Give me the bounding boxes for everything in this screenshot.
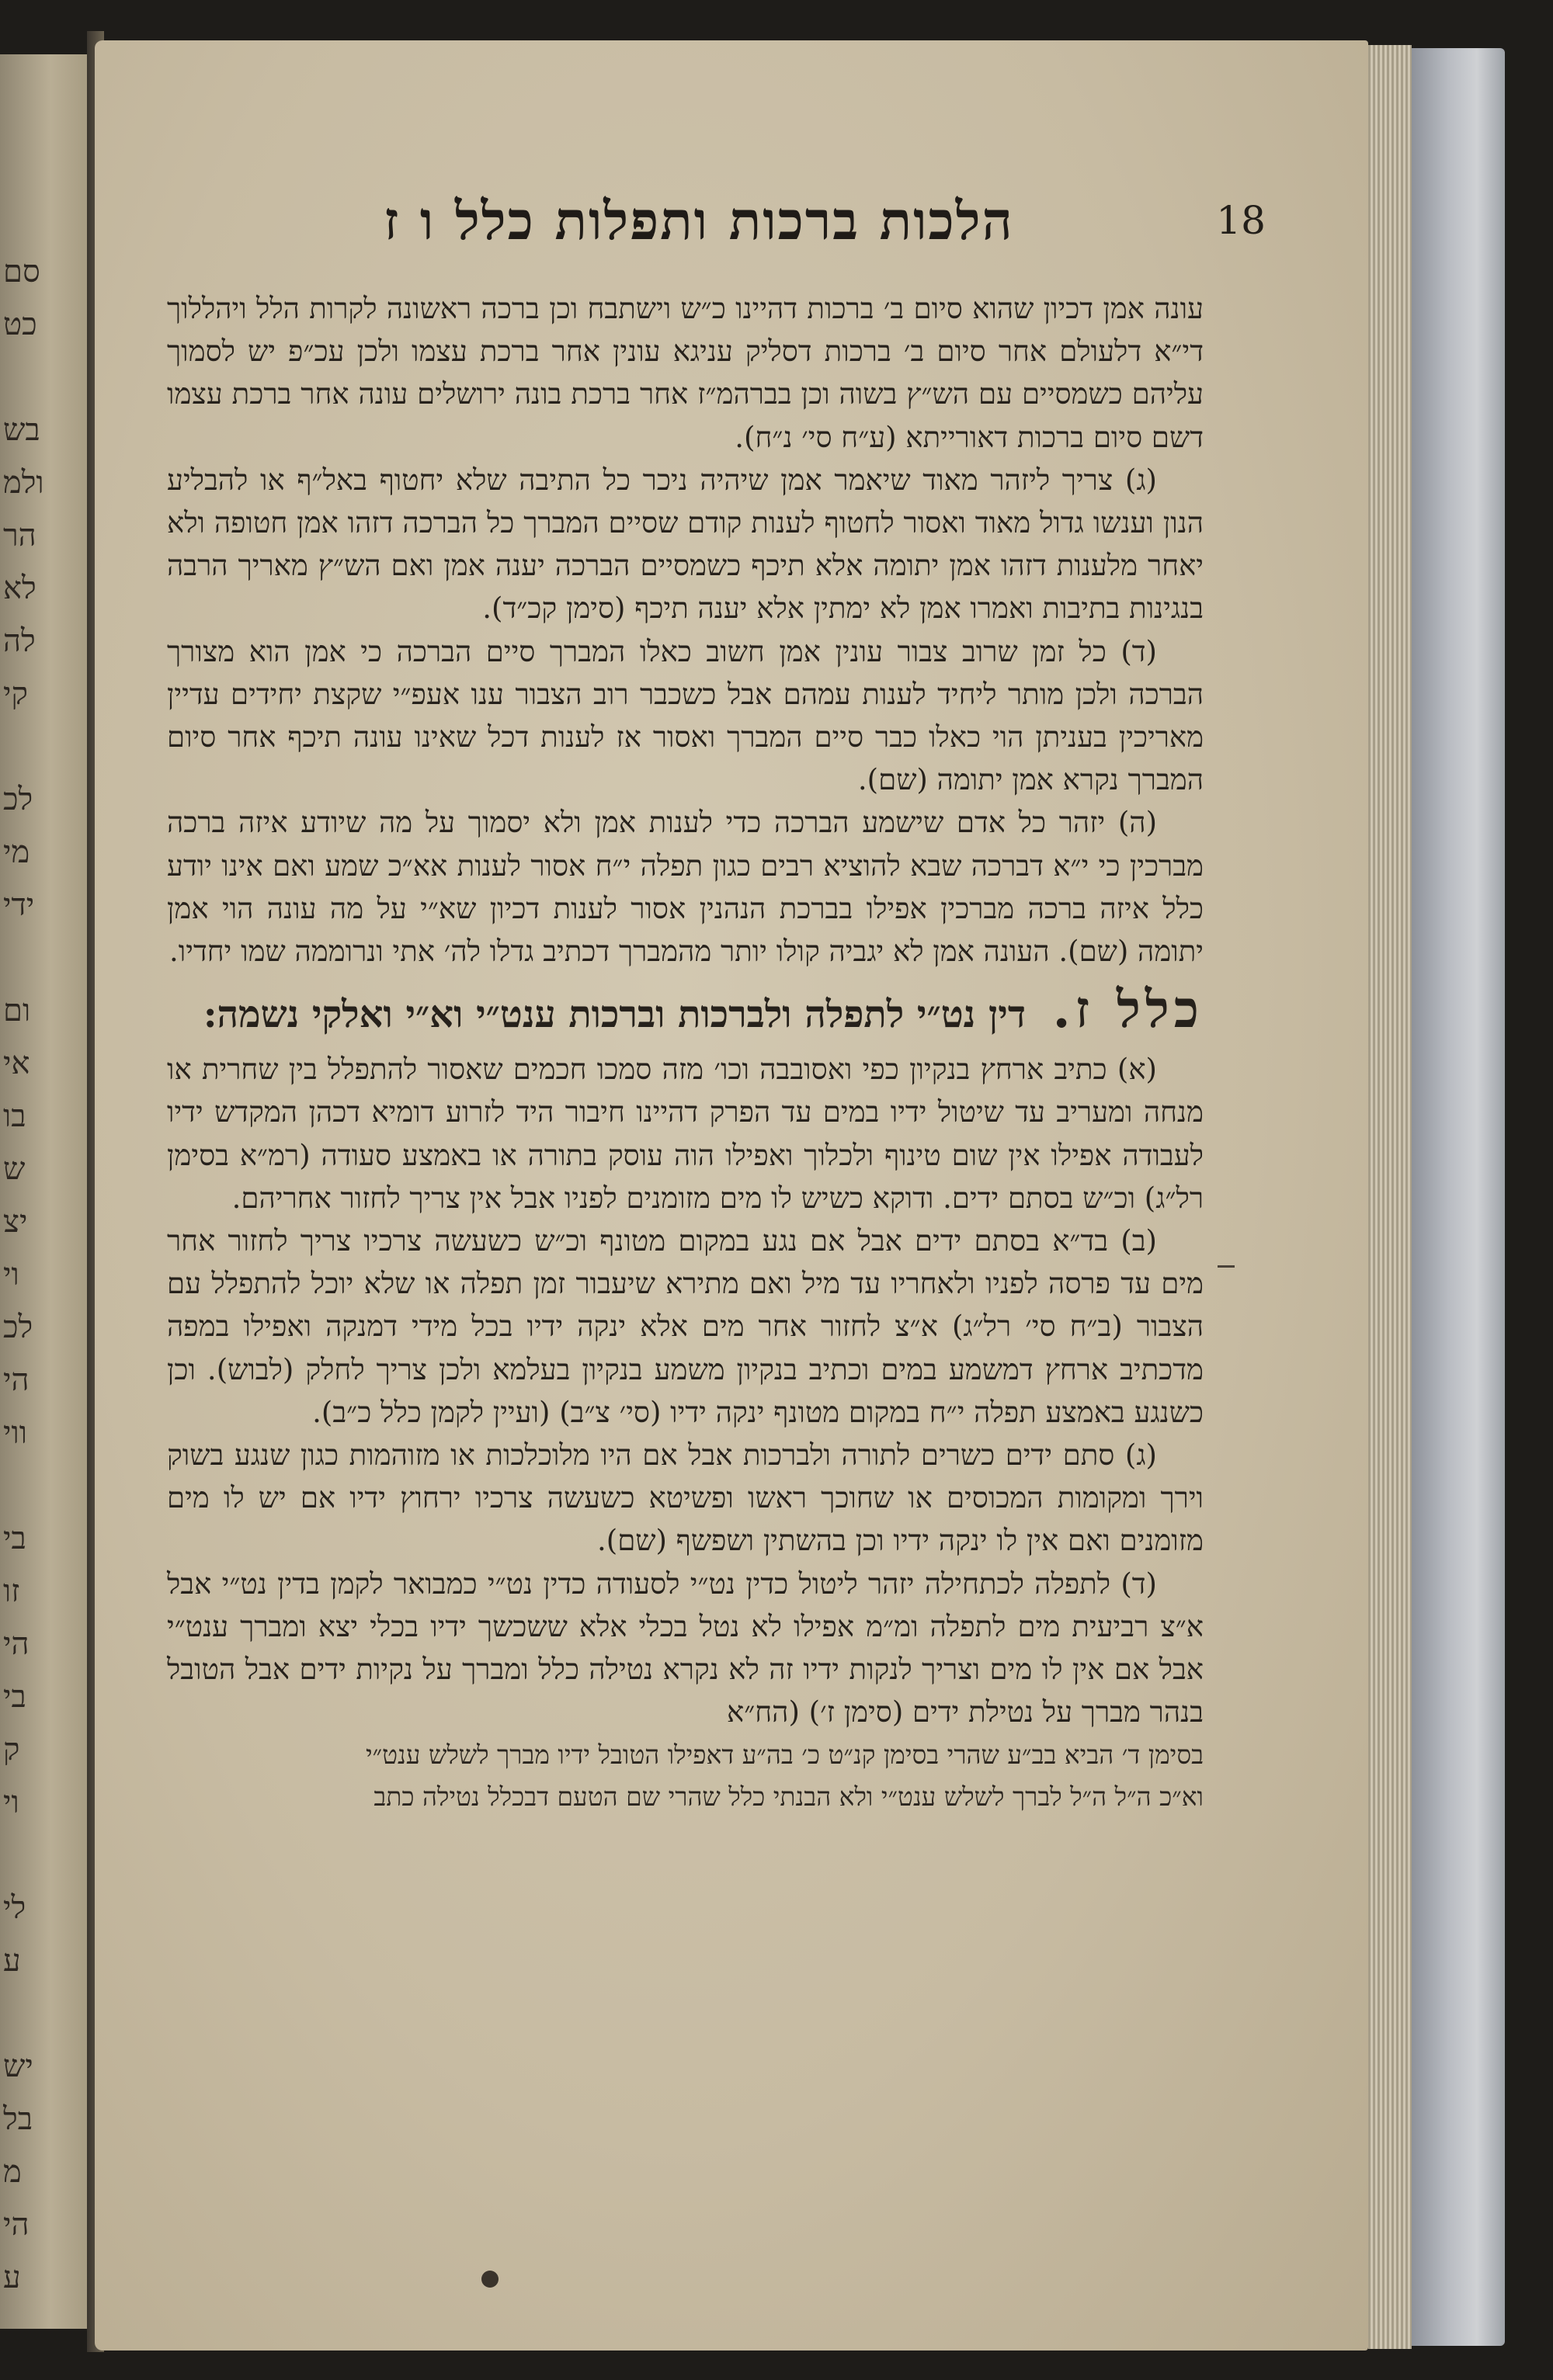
left-page-fragment: יש (3, 2051, 33, 2082)
left-page-fragment: מי (3, 837, 30, 868)
paragraph-gimel: (ג) צריך ליזהר מאוד שיאמר אמן שיהיה ניכר כל התיבה שלא יחטוף באל״ף או להבליע הנון וענשו גדול מאוד ואסור לחטוף לענות קודם שסיים המברך כל הברכה דזהו אמן חטופה ולא יאחר מלענות דזהו אמן יתומה אלא תיכף כשמסיים הברכה יענה אמן ואם הש״ץ מאריך הרבה בנגינות בתיבות ואמרו אמן לא ימתין אלא יענה תיכף (סימן קכ״ד). (167, 463, 1204, 626)
footnote-line: בסימן ד׳ הביא בב״ע שהרי בסימן קנ״ט כ׳ בה״ע דאפילו הטובל ידיו מברך לשלש ענט״י (365, 1739, 1204, 1770)
left-page-fragment (3, 1998, 89, 2029)
left-page-fragment: בל (3, 2104, 33, 2135)
left-page-fragment: כט (3, 309, 37, 340)
paragraph-gimel-2: (ג) סתם ידים כשרים לתורה ולברכות אבל אם היו מלוכלכות או מזוהמות כגון שנגע בשוק וירך ומקומות המכוסים או שחוכך ראשו ופשיטא כשעשה צרכיו ירחוץ ידיו אם יש לו מים מזומנים ואם אין לו ינקה ידיו וכן בהשתין ושפשף (שם). (167, 1438, 1204, 1558)
left-page-fragment: הי (3, 2209, 30, 2240)
left-page-fragment: ום (3, 995, 31, 1026)
left-page-fragment: הר (3, 520, 36, 551)
left-page-fragment (3, 1840, 89, 1871)
section-klal-label: כלל ז. (1052, 984, 1204, 1040)
paragraph-continuation: עונה אמן דכיון שהוא סיום ב׳ ברכות דהיינו כ״ש וישתבח וכן ברכה ראשונה לקרות הלל ויהללוך די״א דלעולם אחר סיום ב׳ ברכות דסליק עניגא עונין אחר ברכת עצמו ולכן עכ״פ יש לסמוך עליהם כשמסיים עם הש״ץ בשוה וכן בברהמ״ז אחר ברכת בונה ירושלים עונה אחר ברכת עצמו דשם סיום ברכות דאורייתא (ע״ח סי׳ נ״ח). (167, 292, 1204, 454)
left-page-fragment: וי (3, 1259, 19, 1290)
left-page-fragment: ש (3, 1154, 26, 1185)
left-page-fragment: בי (3, 1681, 26, 1712)
page-edges (1368, 45, 1412, 2349)
paragraph-dalet-2: (ד) לתפלה לכתחילה יזהר ליטול כדין נט״י לסעודה כדין נט״י כמבואר לקמן בדין נט״י אבל א״צ רביעית מים לתפלה ומ״מ אפילו לא נטל בכלי אלא ששכשך ידיו בכלי יצא ומברך ענט״י אבל אם אין לו מים וצריך לנקות ידיו זה לא נקרא נטילה כלל ומברך על נקיות ידים אבל הטובל בנהר מברך על נטילת ידים (סימן ז׳) (הח״א (167, 1566, 1204, 1729)
left-page-fragment: ע (3, 1945, 21, 1976)
ink-spot (481, 2271, 499, 2288)
left-page-fragment: אי (3, 1048, 30, 1079)
left-page-fragment: לא (3, 573, 36, 604)
left-page-fragment: ווי (3, 1417, 27, 1448)
body-text (167, 287, 1204, 1818)
left-page-fragment: ע (3, 2262, 21, 2293)
left-page-fragment (3, 942, 89, 973)
left-page-fragment: מ (3, 2156, 22, 2187)
left-page-fragment: הי (3, 1629, 30, 1660)
paragraph-bet: (ב) בד״א בסתם ידים אבל אם נגע במקום מטונף וכ״ש כשעשה צרכיו צריך לחזור אחר מים עד פרסה לפניו ולאחריו עד מיל ואם מתירא שיעבור זמן תפלה או שלא יוכל להתפלל עם הצבור (ב״ח סי׳ רל״ג) א״צ לחזור אחר מים אלא ינקה ידיו בכל מידי דמנקה ואפילו במפה מדכתיב ארחץ דמשמע במים וכתיב בנקיון משמע בנקיון בעלמא ולכן צריך לחלק (לבוש). וכן כשנגע באמצע תפלה י״ח במקום מטונף ינקה ידיו (סי׳ צ״ב) (ועיין לקמן כלל כ״ב). (167, 1224, 1204, 1429)
book-cover-edge (1412, 48, 1505, 2346)
left-page-fragment: ידי (3, 890, 35, 921)
running-title: הלכות ברכות ותפלות כלל ו ז (384, 190, 1014, 252)
left-page-fragment: לי (3, 1893, 26, 1924)
left-page-fragment: לכ (3, 784, 33, 815)
left-page-edge (0, 54, 92, 2329)
footnote-line: וא״כ ה״ל ה״ל לברך לשלש ענט״י ולא הבנתי כלל שהרי שם הטעם דבכלל נטילה כתב (373, 1781, 1204, 1812)
left-page-fragment (3, 1470, 89, 1501)
left-page-fragment: לה (3, 626, 36, 657)
left-page-fragment: קי (3, 678, 28, 709)
left-page-fragment: ק (3, 1734, 20, 1765)
page-number: 18 (1216, 198, 1266, 243)
left-page-fragment: וי (3, 1787, 19, 1818)
paragraph-he: (ה) יזהר כל אדם שישמע הברכה כדי לענות אמן ולא יסמוך על מה שיודע איזה ברכה מברכין כי י״א דברכה שבא להוציא רבים כגון תפלה י״ח אסור לענות אא״כ שמע ואם אינו יודע כלל איזה ברכה מברכין אפילו בברכת הנהנין אסור לענות דכיון שא״י על מה עונה הוי אמן יתומה (שם). העונה אמן לא יגביה קולו יותר מהמברך דכתיב גדלו לה׳ אתי ונרוממה שמו יחדיו. (167, 806, 1204, 969)
left-page-fragment (3, 731, 89, 762)
left-page-fragment: ולמ (3, 467, 44, 498)
left-page-fragment: זו (3, 1576, 20, 1607)
page-header (233, 182, 1266, 268)
section-heading-text: דין נט״י לתפלה ולברכות וברכות ענט״י וא״י ואלקי נשמה: (203, 993, 1026, 1037)
paragraph-aleph: (א) כתיב ארחץ בנקיון כפי ואסובבה וכו׳ מזה סמכו חכמים שאסור להתפלל בין שחרית או מנחה ומעריב עד שיטול ידיו במים עד הפרק דהיינו חיבור היד לזרוע דומיא דכהן המקדש ידיו לעבודה אפילו אין שום טינוף ולכלוך ואפילו הוה עוסק בתורה או באמצע סעודה (רמ״א בסימן רל״ג) וכ״ש בסתם ידים. ודוקא כשיש לו מים מזומנים לפניו אבל אין צריך לחזור אחריהם. (167, 1053, 1204, 1215)
left-page-fragment: בש (3, 415, 40, 446)
margin-mark (1218, 1265, 1235, 1268)
left-page-fragment: הי (3, 1365, 30, 1396)
left-page-fragment (3, 362, 89, 393)
left-page-fragment: סם (3, 256, 40, 287)
left-page-fragment: בי (3, 1523, 26, 1554)
left-page-fragment: יצ (3, 1206, 28, 1237)
paragraph-dalet: (ד) כל זמן שרוב צבור עונין אמן חשוב כאלו המברך סיים הברכה כי אמן הוא מצורך הברכה ולכן מותר ליחיד לענות עמהם אבל כשכבר רוב הצבור ענו אעפ״י שקצת יחידים עדיין מאריכין בעניתן הוי כאלו כבר סיים המברך ואסור אז לענות דכל שאינו עונה תיכף אחר סיום המברך נקרא אמן יתומה (שם). (167, 634, 1204, 797)
left-page-fragment: לכ (3, 1312, 33, 1343)
left-page-fragment: בו (3, 1101, 26, 1132)
section-heading (167, 984, 1204, 1040)
